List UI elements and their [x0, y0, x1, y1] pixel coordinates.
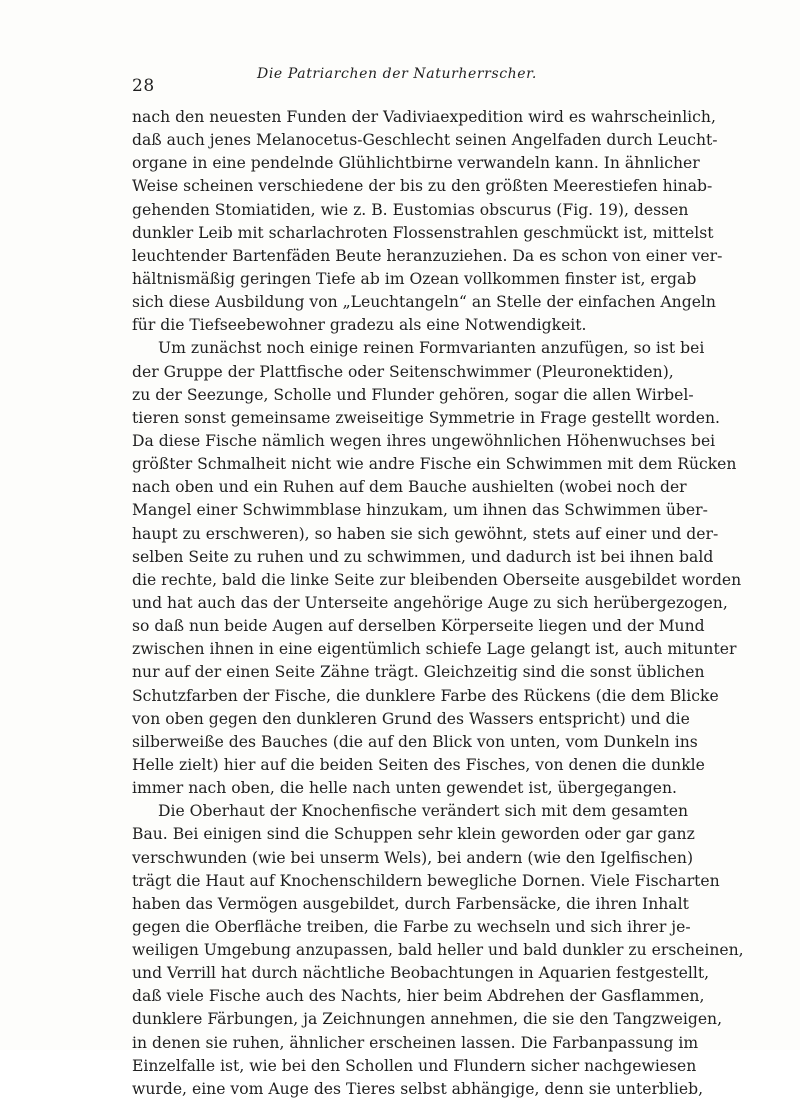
text-line: trägt die Haut auf Knochenschildern bewegliche Dornen. Viele Fischarten	[132, 871, 720, 890]
text-line: Mangel einer Schwimmblase hinzukam, um ihnen das Schwimmen über-	[132, 501, 708, 520]
text-line: dunklere Färbungen, ja Zeichnungen annehmen, die sie den Tangzweigen,	[132, 1010, 723, 1029]
text-line: und Verrill hat durch nächtliche Beobachtungen in Aquarien festgestellt,	[132, 964, 710, 983]
text-line: zwischen ihnen in eine eigentümlich schiefe Lage gelangt ist, auch mitunter	[132, 640, 737, 659]
text-line: silberweiße des Bauches (die auf den Blick von unten, vom Dunkeln ins	[132, 732, 698, 751]
page-number: 28	[132, 76, 155, 96]
text-line: Helle zielt) hier auf die beiden Seiten des Fisches, von denen die dunkle	[132, 755, 705, 774]
paragraph	[132, 337, 742, 800]
text-line: sich diese Ausbildung von „Leuchtangeln“ an Stelle der einfachen Angeln	[132, 293, 716, 312]
text-line: wurde, eine vom Auge des Tieres selbst abhängige, denn sie unterblieb,	[132, 1079, 704, 1098]
text-line: die rechte, bald die linke Seite zur bleibenden Oberseite ausgebildet worden	[132, 570, 742, 589]
paragraph	[132, 106, 723, 337]
text-line: Um zunächst noch einige reinen Formvarianten anzufügen, so ist bei	[158, 339, 705, 358]
text-line: zu der Seezunge, Scholle und Flunder gehören, sogar die allen Wirbel-	[132, 385, 694, 404]
text-line: immer nach oben, die helle nach unten gewendet ist, übergegangen.	[132, 779, 677, 798]
text-line: nach den neuesten Funden der Vadiviaexpedition wird es wahrscheinlich,	[132, 108, 716, 126]
text-line: leuchtender Bartenfäden Beute heranzuziehen. Da es schon von einer ver-	[132, 246, 723, 265]
text-line: nur auf der einen Seite Zähne trägt. Gleichzeitig sind die sonst üblichen	[132, 663, 705, 682]
text-line: organe in eine pendelnde Glühlichtbirne verwandeln kann. In ähnlicher	[132, 154, 700, 173]
text-line: Schutzfarben der Fische, die dunklere Farbe des Rückens (die dem Blicke	[132, 686, 719, 705]
text-line: Bau. Bei einigen sind die Schuppen sehr klein geworden oder gar ganz	[132, 825, 695, 844]
text-line: gehenden Stomiatiden, wie z. B. Eustomias obscurus (Fig. 19), dessen	[132, 200, 689, 219]
text-line: haben das Vermögen ausgebildet, durch Farbensäcke, die ihren Inhalt	[132, 894, 689, 913]
text-line: und hat auch das der Unterseite angehörige Auge zu sich herübergezogen,	[132, 593, 728, 612]
text-line: Weise scheinen verschiedene der bis zu den größten Meerestiefen hinab-	[132, 177, 713, 196]
paragraph	[132, 800, 744, 1101]
running-title: Die Patriarchen der Naturherrscher.	[257, 66, 537, 82]
text-line: in denen sie ruhen, ähnlicher erscheinen lassen. Die Farbanpassung im	[132, 1033, 699, 1052]
text-line: daß viele Fische auch des Nachts, hier beim Abdrehen der Gasflammen,	[132, 987, 705, 1006]
text-line: Die Oberhaut der Knochenfische verändert sich mit dem gesamten	[158, 802, 689, 821]
text-line: haupt zu erschweren), so haben sie sich gewöhnt, stets auf einer und der-	[132, 524, 719, 543]
text-line: hältnismäßig geringen Tiefe ab im Ozean vollkommen finster ist, ergab	[132, 269, 697, 288]
body-text	[132, 106, 744, 1101]
text-line: von oben gegen den dunkleren Grund des Wassers entspricht) und die	[132, 709, 690, 728]
text-line: Da diese Fische nämlich wegen ihres ungewöhnlichen Höhenwuchses bei	[132, 431, 716, 450]
text-line: so daß nun beide Augen auf derselben Körperseite liegen und der Mund	[132, 617, 705, 636]
text-line: der Gruppe der Plattfische oder Seitenschwimmer (Pleuronektiden),	[132, 362, 674, 381]
text-line: Einzelfalle ist, wie bei den Schollen und Flundern sicher nachgewiesen	[132, 1056, 697, 1075]
text-line: größter Schmalheit nicht wie andre Fische ein Schwimmen mit dem Rücken	[132, 455, 737, 474]
text-line: dunkler Leib mit scharlachroten Flossenstrahlen geschmückt ist, mittelst	[132, 223, 714, 242]
text-line: selben Seite zu ruhen und zu schwimmen, und dadurch ist bei ihnen bald	[132, 547, 714, 566]
text-line: tieren sonst gemeinsame zweiseitige Symmetrie in Frage gestellt worden.	[132, 408, 720, 427]
text-line: weiligen Umgebung anzupassen, bald heller und bald dunkler zu erscheinen,	[132, 941, 744, 960]
text-line: nach oben und ein Ruhen auf dem Bauche aushielten (wobei noch der	[132, 478, 687, 497]
page-header	[132, 66, 672, 96]
text-line: für die Tiefseebewohner gradezu als eine Notwendigkeit.	[132, 316, 587, 335]
text-line: daß auch jenes Melanocetus-Geschlecht seinen Angelfaden durch Leucht-	[132, 131, 718, 150]
text-line: verschwunden (wie bei unserm Wels), bei andern (wie den Igelfischen)	[132, 848, 694, 867]
text-line: gegen die Oberfläche treiben, die Farbe zu wechseln und sich ihrer je-	[132, 917, 691, 936]
